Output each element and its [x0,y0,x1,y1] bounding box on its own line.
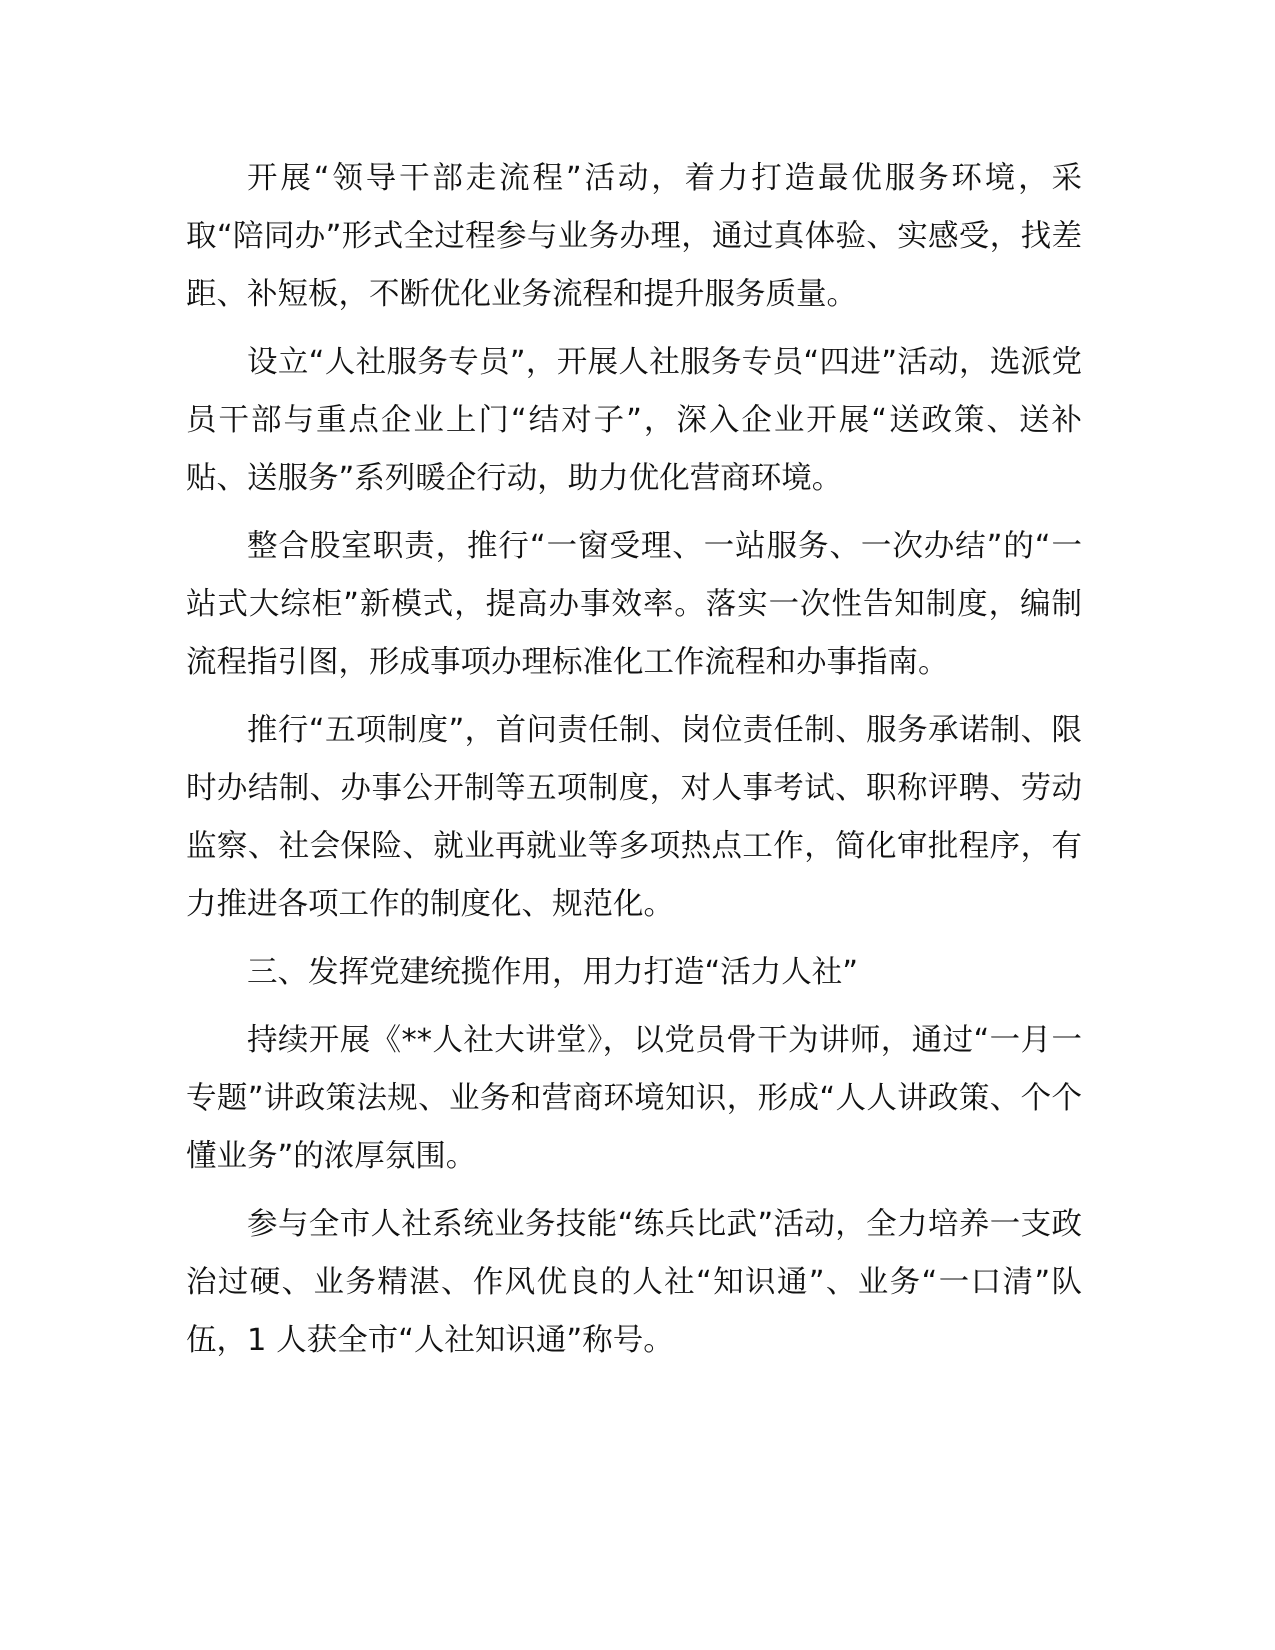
paragraph-service-commissioner: 设立“人社服务专员”，开展人社服务专员“四进”活动，选派党员干部与重点企业上门“结对子”，深入企业开展“送政策、送补贴、送服务”系列暖企行动，助力优化营商环境。 [186,345,1082,496]
paragraph-one-stop-counter: 整合股室职责，推行“一窗受理、一站服务、一次办结”的“一站式大综柜”新模式，提高办事效率。落实一次性告知制度，编制流程指引图，形成事项办理标准化工作流程和办事指南。 [186,529,1082,680]
paragraph-leader-process: 开展“领导干部走流程”活动，着力打造最优服务环境，采取“陪同办”形式全过程参与业务办理，通过真体验、实感受，找差距、补短板，不断优化业务流程和提升服务质量。 [186,161,1082,312]
paragraph-skill-competition: 参与全市人社系统业务技能“练兵比武”活动，全力培养一支政治过硬、业务精湛、作风优良的人社“知识通”、业务“一口清”队伍，1 人获全市“人社知识通”称号。 [186,1207,1082,1358]
document-body [186,150,1082,1380]
paragraph-lecture-hall: 持续开展《**人社大讲堂》，以党员骨干为讲师，通过“一月一专题”讲政策法规、业务和营商环境知识，形成“人人讲政策、个个懂业务”的浓厚氛围。 [186,1023,1082,1174]
section-heading: 三、发挥党建统揽作用，用力打造“活力人社” [247,955,859,990]
paragraph-five-systems: 推行“五项制度”，首问责任制、岗位责任制、服务承诺制、限时办结制、办事公开制等五项制度，对人事考试、职称评聘、劳动监察、社会保险、就业再就业等多项热点工作，简化审批程序，有力推进各项工作的制度化、规范化。 [186,713,1082,922]
